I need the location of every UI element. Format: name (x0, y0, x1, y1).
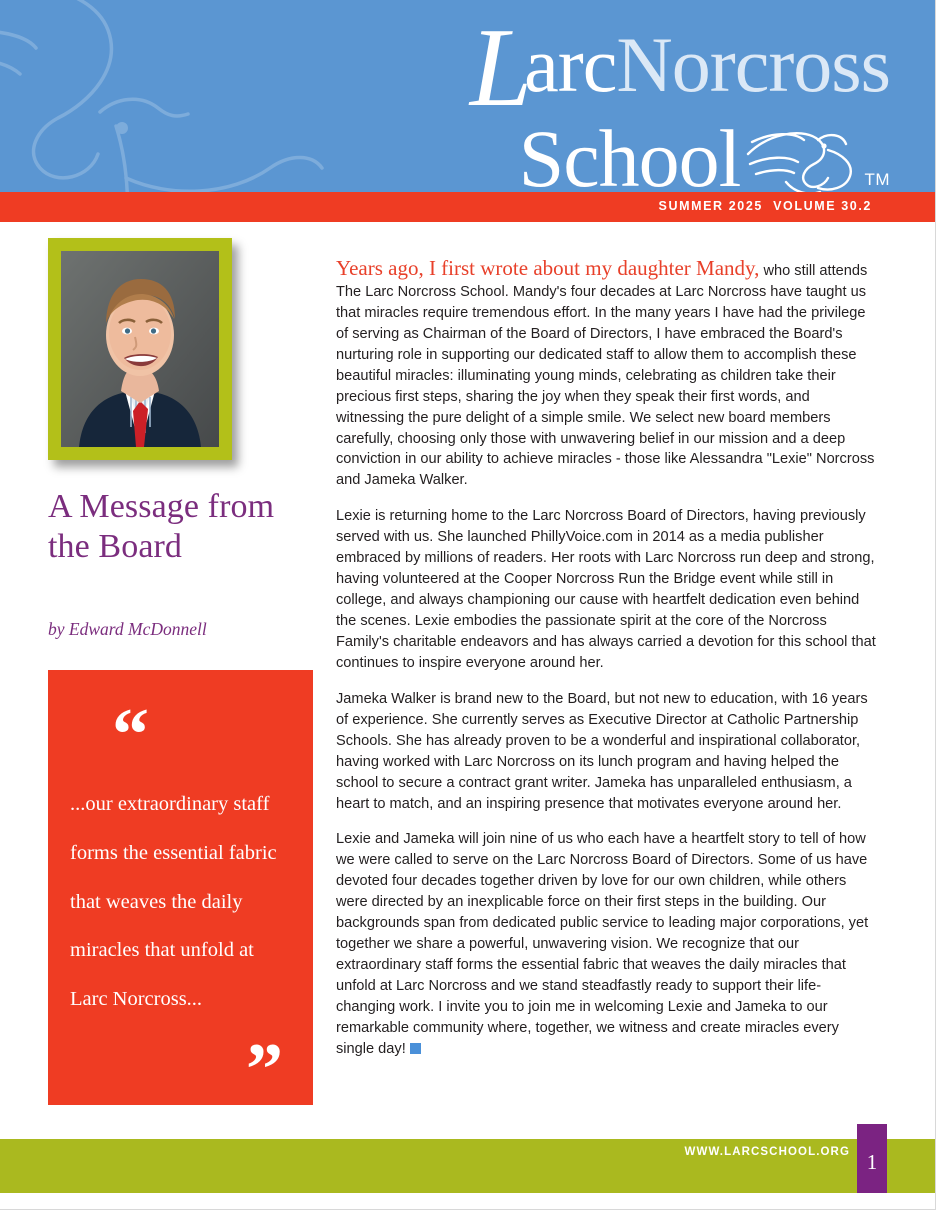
article-body (336, 258, 876, 1075)
pull-quote (48, 670, 313, 1111)
dove-watermark-icon (0, 0, 360, 192)
quote-close-mark: ” (246, 1029, 281, 1111)
logo-line-two (470, 113, 890, 192)
page-number: 1 (866, 1150, 878, 1174)
issue-label: SUMMER 2025 VOLUME 30.2 (658, 199, 872, 213)
page-title: A Message from the Board (48, 488, 275, 566)
end-mark-icon (410, 1043, 421, 1054)
dove-icon (742, 120, 862, 192)
paragraph-3: Jameka Walker is brand new to the Board, but not new to education, with 16 years of experience. She currently serves as Executive Director at Catholic Partnership Schools. She has already proven to be a wonderful and inspirational collaborator, having worked with Larc Norcross on its lunch program and having helped the school to secure a contract grant writer. Jameka has unparalleled enthusiasm, a heart to match, and an inspiring presence that motivates everyone around her. (336, 690, 868, 812)
logo-word-norcross: Norcross (616, 21, 890, 108)
page-number-tab (857, 1124, 887, 1193)
paragraph-1 (336, 258, 876, 491)
paragraph-4 (336, 829, 876, 1059)
footer-website-link[interactable]: WWW.LARCSCHOOL.ORG (684, 1146, 850, 1158)
masthead (0, 0, 936, 192)
logo (469, 6, 890, 192)
footer-bar (0, 1139, 936, 1193)
logo-word-arc: arc (524, 21, 617, 108)
logo-line-one (469, 6, 890, 130)
paragraph-2: Lexie is returning home to the Larc Norcross Board of Directors, having previously served with us. She launched PhillyVoice.com in 2014 as a media publisher embraced by millions of readers. Her roots with Larc Norcross run deep and strong, having volunteered at the Cooper Norcross Run the Bridge event while still in college, and always championing our cause with heartfelt dedication even behind the scenes. Lexie embodies the passionate spirit at the core of the Norcross Family's charitable endeavors and has always carried a devotion for this school that continues to inspire everyone around her. (336, 508, 876, 671)
byline: by Edward McDonnell (48, 619, 207, 639)
paragraph-4-text: Lexie and Jameka will join nine of us who each have a heartfelt story to tell of how we were called to serve on the Larc Norcross Board of Directors. Some of us have devoted four decades together driven by love for our own children, while others were directed by an inexplicable force on their first steps in the building. Our backgrounds span from dedicated public service to leading major corporations, yet together we share a powerful, unwavering vision. We recognize that our extraordinary staff forms the essential fabric that weaves the daily miracles that unfold at Larc Norcross and we stand steadfastly ready to support their life-changing work. I invite you to join me in welcoming Lexie and Jameka to our remarkable community where, together, we witness and create miracles every single day! (336, 831, 869, 1057)
portrait-frame (48, 238, 232, 460)
author-portrait (61, 251, 219, 447)
portrait-illustration (61, 251, 219, 447)
quote-open-mark: “ (112, 694, 147, 776)
trademark-label: TM (864, 170, 890, 189)
issue-band (0, 192, 936, 222)
lead-in-text: Years ago, I first wrote about my daughter Mandy, (336, 256, 760, 280)
paragraph-1-text: who still attends The Larc Norcross School. Mandy's four decades at Larc Norcross have taught us that miracles require tremendous effort. In the many years I have had the privilege of serving as Chairman of the Board of Directors, I have embraced the Board's nurturing role in supporting our dedicated staff to allow them to accomplish these beautiful miracles: illuminating young minds, celebrating as children take their precious first steps, sharing the joy when they speak their first words, and witnessing the pure delight of a simple smile. We select new board members carefully, choosing only those with unwavering belief in our mission and a deep conviction in our ability to achieve miracles - those like Alessandra "Lexie" Norcross and Jameka Walker. (336, 263, 875, 489)
pull-quote-text: ...our extraordinary staff forms the essential fabric that weaves the daily miracles that unfold at Larc Norcross... (70, 793, 277, 1011)
logo-script-letter: L (469, 6, 529, 130)
logo-word-school: School (518, 113, 741, 192)
